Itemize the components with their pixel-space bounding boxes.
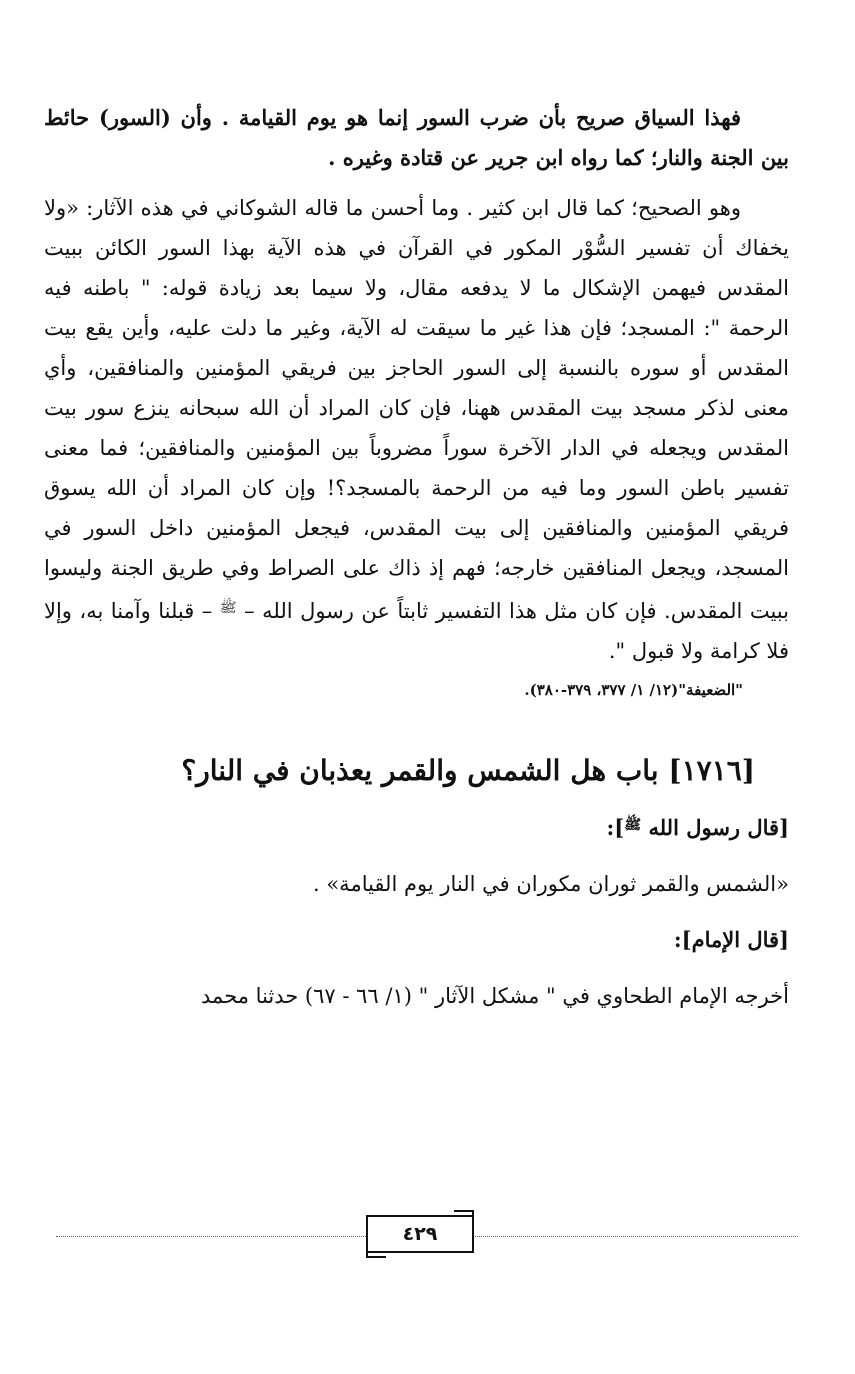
page-number: ٤٢٩	[402, 1223, 438, 1245]
chapter-heading: [١٧١٦] باب هل الشمس والقمر يعذبان في النار؟	[181, 754, 755, 787]
source-reference: "الضعيفة"(١٢/ ١/ ٣٧٧، ٣٧٩-٣٨٠).	[524, 681, 743, 699]
prophet-label	[44, 803, 789, 850]
ornament-corner-icon	[366, 1246, 386, 1258]
honorific-glyph: ﷺ	[219, 600, 237, 616]
hadith-text: «الشمس والقمر ثوران مكوران في النار يوم القيامة» .	[312, 872, 789, 896]
page-number-box	[366, 1215, 474, 1253]
page-body	[44, 98, 789, 1016]
takhrij-line: أخرجه الإمام الطحاوي في " مشكل الآثار " (١/ ٦٦ - ٦٧) حدثنا محمد	[201, 984, 789, 1008]
quote-text: وهو الصحيح؛ كما قال ابن كثير . وما أحسن ما قاله الشوكاني في هذه الآثار: «ولا يخفاك أن تفسير السُّوْر المكور في القرآن في هذه الآية بهذا السور الكائن ببيت المقدس فيهمن الإشكال ما لا يدفعه مقال، ولا سيما بعد زيادة قوله: " باطنه فيه الرحمة ": المسجد؛ فإن هذا غير ما سيقت له الآية، وغير ما دلت عليه، وأين يقع بيت المقدس أو سوره بالنسبة إلى السور الحاجز بين فريقي المؤمنين والمنافقين، وأي معنى لذكر مسجد بيت المقدس ههنا، فإن كان المراد أن الله سبحانه ينزع سور بيت المقدس ويجعله في الدار الآخرة سوراً مضروباً بين المؤمنين والمنافقين؛ فما معنى تفسير باطن السور وما فيه من الرحمة بالمسجد؟! وإن كان المراد أن الله يسوق فريقي المؤمنين والمنافقين إلى بيت المقدس، فيجعل المؤمنين داخل السور في المسجد، ويجعل المنافقين خارجه؛ فهم إذ ذاك على الصراط وفي طريق الجنة وليسوا ببيت المقدس. فإن كان مثل هذا التفسير ثابتاً عن رسول الله –	[44, 196, 789, 623]
quote-ending: – قبلنا وآمنا به، وإلا فلا كرامة ولا قبول ".	[44, 599, 789, 663]
prophet-label-suffix: ]:	[606, 815, 625, 840]
paragraph-quote	[44, 188, 789, 671]
paragraph-intro: فهذا السياق صريح بأن ضرب السور إنما هو يوم القيامة . وأن (السور) حائط بين الجنة والنار؛ كما رواه ابن جرير عن قتادة وغيره .	[44, 105, 789, 170]
prophet-label-prefix: [قال رسول الله	[648, 815, 789, 840]
honorific-glyph-2: ﷺ	[624, 817, 642, 833]
imam-label: [قال الإمام]:	[673, 927, 789, 952]
ornament-corner-icon	[454, 1210, 474, 1222]
